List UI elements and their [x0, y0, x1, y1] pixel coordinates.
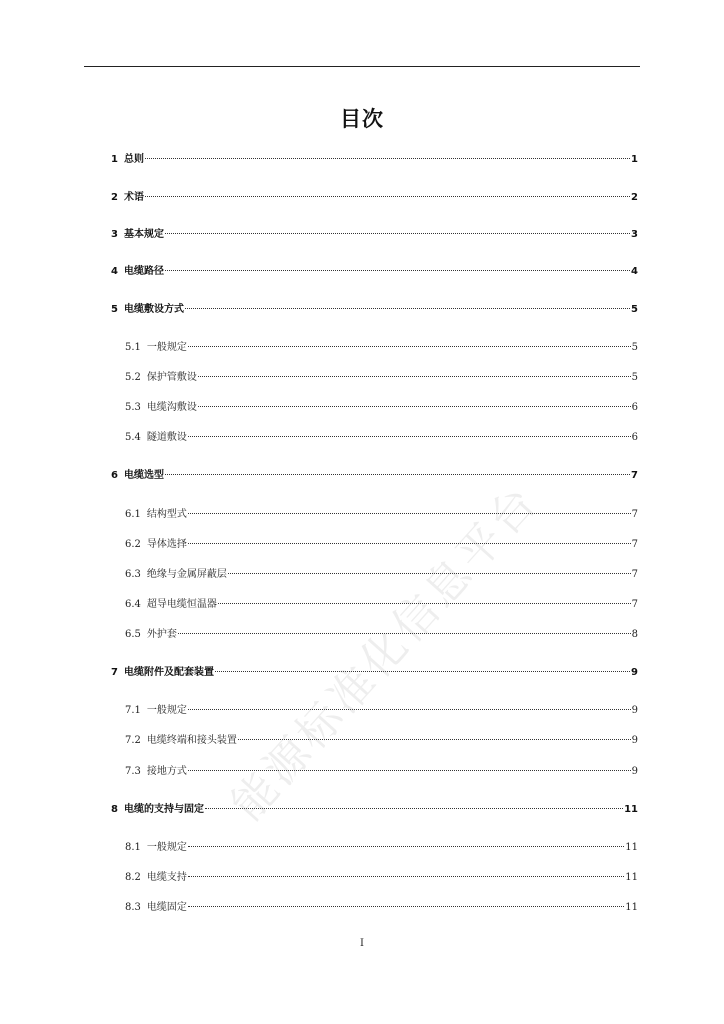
toc-entry-text: 隧道敷设: [146, 432, 187, 443]
toc-leader-dots: [185, 308, 630, 309]
toc-entry-page: 6: [631, 402, 638, 413]
toc-leader-dots: [188, 543, 631, 544]
toc-leader-dots: [188, 436, 631, 437]
page-number: I: [360, 938, 364, 949]
toc-leader-dots: [178, 633, 631, 634]
toc-leader-dots: [188, 846, 624, 847]
toc-entry-number: 5.4: [125, 432, 141, 443]
toc-entry[interactable]: [111, 153, 638, 167]
toc-entry-number: 6: [111, 470, 118, 481]
toc-entry-number: 6.2: [125, 539, 141, 550]
toc-entry-page: 7: [631, 569, 638, 580]
toc-leader-dots: [188, 906, 624, 907]
toc-leader-dots: [228, 573, 631, 574]
toc-entry-number: 7.2: [125, 735, 141, 746]
toc-leader-dots: [188, 346, 631, 347]
toc-subentry[interactable]: [125, 704, 638, 718]
toc-entry-text: 一般规定: [146, 842, 187, 853]
toc-entry-text: 外护套: [146, 629, 177, 640]
toc-entry[interactable]: [111, 265, 638, 279]
toc-subentry[interactable]: [125, 901, 638, 915]
toc-entry-text: 电缆的支持与固定: [123, 804, 204, 815]
toc-entry-text: 电缆敷设方式: [123, 304, 184, 315]
toc-entry-page: 11: [625, 842, 638, 853]
toc-entry-text: 电缆路径: [123, 266, 164, 277]
toc-entry-page: 7: [631, 539, 638, 550]
toc-subentry[interactable]: [125, 538, 638, 552]
toc-entry-text: 结构型式: [146, 509, 187, 520]
toc-entry-number: 8.3: [125, 902, 141, 913]
toc-leader-dots: [188, 513, 631, 514]
toc-entry-page: 5: [631, 372, 638, 383]
toc-entry-page: 5: [631, 304, 638, 315]
toc-entry-page: 9: [631, 705, 638, 716]
toc-entry-page: 9: [631, 735, 638, 746]
toc-leader-dots: [165, 474, 630, 475]
toc-entry-number: 5.1: [125, 342, 141, 353]
toc-leader-dots: [238, 739, 631, 740]
toc-entry-text: 一般规定: [146, 342, 187, 353]
toc-leader-dots: [198, 406, 631, 407]
toc-entry-text: 电缆固定: [146, 902, 187, 913]
toc-entry-page: 11: [625, 902, 638, 913]
toc-subentry[interactable]: [125, 734, 638, 748]
toc-entry-number: 6.5: [125, 629, 141, 640]
toc-entry-text: 电缆终端和接头装置: [146, 735, 237, 746]
toc-entry-page: 5: [631, 342, 638, 353]
toc-subentry[interactable]: [125, 568, 638, 582]
toc-entry-number: 1: [111, 154, 118, 165]
toc-entry[interactable]: [111, 469, 638, 483]
toc-leader-dots: [215, 671, 630, 672]
toc-entry-number: 8: [111, 804, 118, 815]
toc-entry-number: 5.3: [125, 402, 141, 413]
toc-subentry[interactable]: [125, 508, 638, 522]
toc-subentry[interactable]: [125, 765, 638, 779]
toc-leader-dots: [165, 233, 630, 234]
toc-entry-text: 术语: [123, 192, 144, 203]
toc-leader-dots: [188, 770, 631, 771]
toc-entry-page: 3: [631, 229, 638, 240]
toc-leader-dots: [188, 876, 624, 877]
toc-entry-page: 2: [631, 192, 638, 203]
toc-entry-page: 8: [631, 629, 638, 640]
toc-entry-number: 4: [111, 266, 118, 277]
toc-entry-page: 7: [631, 470, 638, 481]
toc-leader-dots: [165, 270, 630, 271]
toc-entry-text: 电缆支持: [146, 872, 187, 883]
toc-entry-number: 7.3: [125, 766, 141, 777]
toc-entry[interactable]: [111, 228, 638, 242]
toc-entry-text: 接地方式: [146, 766, 187, 777]
toc-subentry[interactable]: [125, 401, 638, 415]
toc-entry-text: 绝缘与金属屏蔽层: [146, 569, 227, 580]
toc-entry-page: 9: [631, 667, 638, 678]
toc-subentry[interactable]: [125, 871, 638, 885]
toc-subentry[interactable]: [125, 371, 638, 385]
toc-entry-text: 电缆沟敷设: [146, 402, 197, 413]
toc-entry[interactable]: [111, 191, 638, 205]
toc-entry[interactable]: [111, 303, 638, 317]
toc-leader-dots: [145, 196, 630, 197]
toc-entry-number: 5: [111, 304, 118, 315]
toc-entry-text: 保护管敷设: [146, 372, 197, 383]
toc-entry-number: 6.1: [125, 509, 141, 520]
toc-entry-number: 8.1: [125, 842, 141, 853]
toc-entry-text: 电缆附件及配套装置: [123, 667, 214, 678]
toc-entry-number: 7.1: [125, 705, 141, 716]
toc-subentry[interactable]: [125, 841, 638, 855]
toc-entry[interactable]: [111, 666, 638, 680]
toc-entry-page: 11: [624, 804, 638, 815]
toc-entry-page: 7: [631, 599, 638, 610]
toc-entry-page: 7: [631, 509, 638, 520]
toc-leader-dots: [188, 709, 631, 710]
toc-subentry[interactable]: [125, 431, 638, 445]
toc-entry-text: 电缆选型: [123, 470, 164, 481]
toc-subentry[interactable]: [125, 628, 638, 642]
toc-subentry[interactable]: [125, 598, 638, 612]
toc-entry-number: 8.2: [125, 872, 141, 883]
toc-leader-dots: [198, 376, 631, 377]
toc-entry-page: 1: [631, 154, 638, 165]
toc-entry-number: 5.2: [125, 372, 141, 383]
toc-entry-page: 6: [631, 432, 638, 443]
toc-entry-number: 2: [111, 192, 118, 203]
page-title: 目次: [340, 107, 384, 131]
toc-entry-text: 总则: [123, 154, 144, 165]
toc-leader-dots: [218, 603, 631, 604]
watermark: 能源标准化信息平台: [221, 475, 549, 831]
toc-entry-number: 3: [111, 229, 118, 240]
toc-entry-text: 基本规定: [123, 229, 164, 240]
toc-entry-page: 11: [625, 872, 638, 883]
toc-entry-page: 9: [631, 766, 638, 777]
toc-entry-number: 6.4: [125, 599, 141, 610]
toc-leader-dots: [145, 158, 630, 159]
toc-entry-page: 4: [631, 266, 638, 277]
toc-entry-number: 6.3: [125, 569, 141, 580]
toc-entry-text: 超导电缆恒温器: [146, 599, 217, 610]
toc-entry-text: 一般规定: [146, 705, 187, 716]
toc-leader-dots: [205, 808, 623, 809]
toc-entry[interactable]: [111, 803, 638, 817]
toc-subentry[interactable]: [125, 341, 638, 355]
toc-entry-number: 7: [111, 667, 118, 678]
toc-entry-text: 导体选择: [146, 539, 187, 550]
